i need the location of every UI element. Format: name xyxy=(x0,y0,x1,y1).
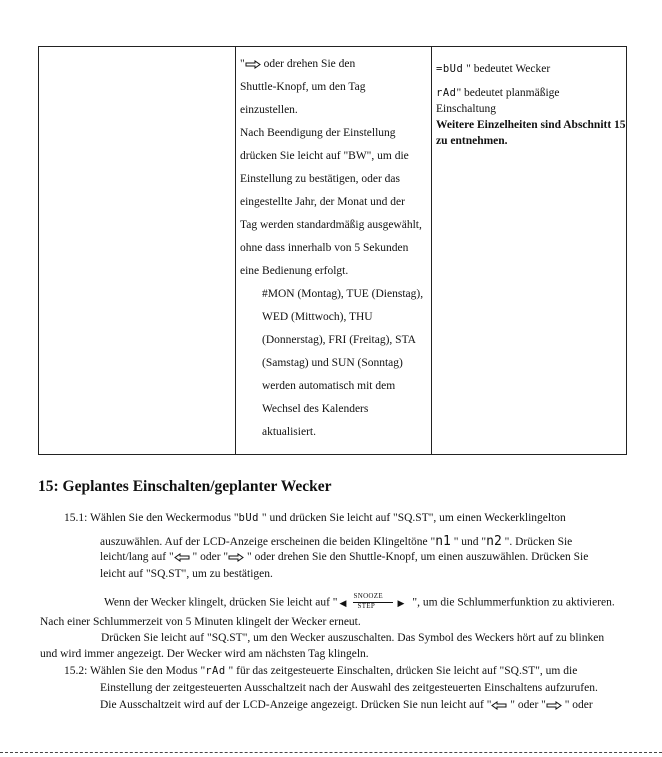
lcd-bud-symbol: bUd xyxy=(238,512,259,524)
text-line: rAd" bedeutet planmäßige xyxy=(436,87,560,99)
text-line: WED (Mittwoch), THU xyxy=(262,311,373,323)
paragraph-line: 15.1: Wählen Sie den Weckermodus "bUd " und drücken Sie leicht auf "SQ.ST", um einen Weckerklingelton xyxy=(64,512,566,524)
text-line: drücken Sie leicht auf "BW", um die xyxy=(240,150,409,162)
paragraph-line: Drücken Sie leicht auf "SQ.ST", um den Wecker auszuschalten. Das Symbol des Weckers hört auf zu blinken xyxy=(101,632,605,644)
bold-note: Weitere Einzelheiten sind Abschnitt 15 zu entnehmen. xyxy=(436,119,626,147)
text-line: " oder drehen Sie den xyxy=(240,58,356,70)
lcd-rad-symbol: rAd xyxy=(436,87,457,99)
text-line: Tag werden standardmäßig ausgewählt, xyxy=(240,219,422,231)
table-divider xyxy=(235,47,236,454)
paragraph-line: leicht auf "SQ.ST", um zu bestätigen. xyxy=(100,568,273,580)
lcd-bud-symbol: =bUd xyxy=(436,63,464,75)
paragraph-line: Die Ausschaltzeit wird auf der LCD-Anzeige angezeigt. Drücken Sie nun leicht auf " " oder " " oder xyxy=(100,699,593,711)
text-line: eingestellte Jahr, der Monat und der xyxy=(240,196,405,208)
text-line: #MON (Montag), TUE (Dienstag), xyxy=(262,288,424,300)
text-line: eine Bedienung erfolgt. xyxy=(240,265,349,277)
text-line: Einstellung zu bestätigen, oder das xyxy=(240,173,401,185)
arrow-left-icon xyxy=(491,701,507,710)
paragraph-line: und wird immer angezeigt. Der Wecker wird am nächsten Tag klingeln. xyxy=(40,648,369,660)
table-cell-middle xyxy=(240,53,432,444)
text-line: Nach Beendigung der Einstellung xyxy=(240,127,396,139)
settings-table xyxy=(38,46,627,455)
text-line: Einschaltung xyxy=(436,103,497,115)
page-footer-divider xyxy=(0,752,662,753)
text-line: (Samstag) und SUN (Sonntag) xyxy=(262,357,403,369)
arrow-left-icon xyxy=(174,553,190,562)
paragraph-line: 15.2: Wählen Sie den Modus "rAd " für das zeitgesteuerte Einschalten, drücken Sie leicht auf "SQ.ST", um die xyxy=(64,665,578,677)
text-line: =bUd " bedeutet Wecker xyxy=(436,63,551,75)
arrow-right-icon xyxy=(546,701,562,710)
table-cell-right xyxy=(436,61,626,149)
arrow-right-icon xyxy=(228,553,244,562)
paragraph-line: Einstellung der zeitgesteuerten Ausschaltzeit nach der Auswahl des zeitgesteuerten Einschaltens aufzurufen. xyxy=(100,682,598,694)
lcd-n1-symbol: n1 xyxy=(435,534,451,549)
paragraph-line: auszuwählen. Auf der LCD-Anzeige erscheinen die beiden Klingeltöne "n1 " und "n2 ". Drücken Sie xyxy=(100,534,573,549)
text-line: Shuttle-Knopf, um den Tag xyxy=(240,81,366,93)
text-line: werden automatisch mit dem xyxy=(262,380,396,392)
section-heading: 15: Geplantes Einschalten/geplanter Wecker xyxy=(38,478,332,495)
text-line: (Donnerstag), FRI (Freitag), STA xyxy=(262,334,416,346)
text-line: ohne dass innerhalb von 5 Sekunden xyxy=(240,242,409,254)
paragraph-line: Wenn der Wecker klingelt, drücken Sie leicht auf " ◀ SNOOZE STEP ▶ ", um die Schlummerfunktion zu aktivieren. xyxy=(104,592,615,610)
lcd-rad-symbol: rAd xyxy=(205,665,226,677)
text-line: aktualisiert. xyxy=(262,426,316,438)
text-line: einzustellen. xyxy=(240,104,298,116)
text-line: Wechsel des Kalenders xyxy=(262,403,369,415)
snooze-step-button-icon: ◀ SNOOZE STEP ▶ xyxy=(339,592,405,610)
arrow-right-icon xyxy=(245,60,261,69)
lcd-n2-symbol: n2 xyxy=(486,534,502,549)
paragraph-line: Nach einer Schlummerzeit von 5 Minuten klingelt der Wecker erneut. xyxy=(40,616,361,628)
paragraph-line: leicht/lang auf " " oder " " oder drehen Sie den Shuttle-Knopf, um einen auszuwählen. Drücken Sie xyxy=(100,551,589,563)
